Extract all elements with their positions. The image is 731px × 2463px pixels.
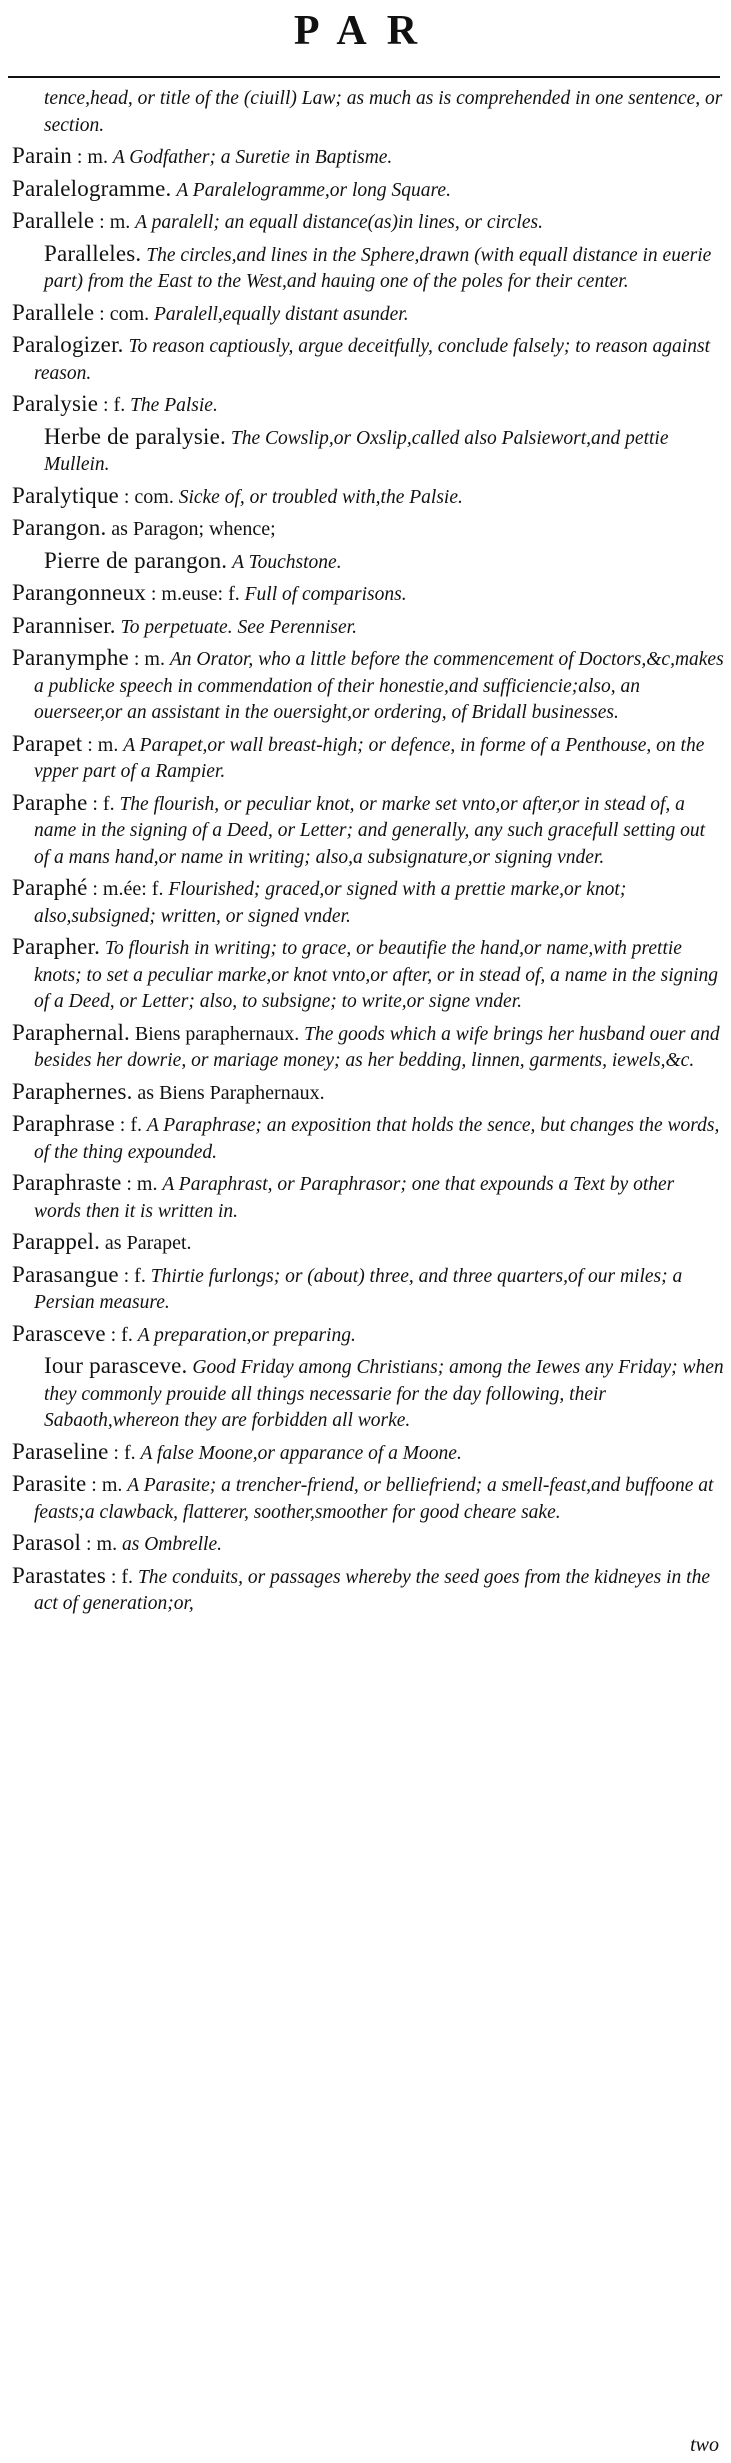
- entry-definition: The Cowslip,or Oxslip,called also Palsiewort,and pettie Mullein.: [44, 427, 669, 475]
- entry-headword: Herbe de paralysie.: [44, 423, 226, 449]
- head-rule: [8, 76, 720, 78]
- entry-grammar: : f.: [102, 394, 126, 416]
- entry-grammar: : f.: [113, 1441, 136, 1464]
- entry-headword: Paranymphe: [12, 645, 129, 670]
- entry-grammar: as Biens Paraphernaux.: [137, 1081, 325, 1104]
- entry-headword: Parapher.: [12, 934, 101, 959]
- entry-definition: To reason captiously, argue deceitfully, conclude falsely; to reason against reason.: [34, 336, 710, 384]
- entry-headword: Parastates: [12, 1562, 106, 1588]
- entry-definition: A Parapet,or wall breast-high; or defence, in forme of a Penthouse, on the vpper part of a Rampier.: [34, 734, 705, 782]
- entry-definition: A Touchstone.: [232, 551, 342, 573]
- dictionary-entry: [12, 515, 724, 544]
- entry-headword: Iour parasceve.: [44, 1353, 188, 1378]
- entry-definition: Paralell,equally distant asunder.: [154, 303, 409, 325]
- entry-definition: A Paraphrase; an exposition that holds the sence, but changes the words, of the thing expounded.: [34, 1115, 720, 1163]
- entry-grammar: : m.: [99, 211, 131, 233]
- dictionary-entry: [12, 613, 724, 642]
- entry-grammar: as Paragon; whence;: [111, 518, 276, 540]
- entry-definition: To perpetuate. See Perenniser.: [120, 616, 357, 638]
- entry-definition: To flourish in writing; to grace, or beautifie the hand,or name,with prettie knots; to set a peculiar marke,or knot vnto,or after, or in stead of, a name in the signing of a Deed, or Letter; also, to subsigne; to write,or signe vnder.: [34, 938, 719, 1012]
- entry-definition: A Paralelogramme,or long Square.: [176, 179, 451, 201]
- dictionary-entry: [12, 1229, 724, 1258]
- dictionary-entry: [12, 391, 724, 420]
- entry-definition: A false Moone,or apparance of a Moone.: [140, 1442, 462, 1464]
- dictionary-entry: [12, 176, 724, 205]
- dictionary-entry: [22, 84, 724, 139]
- dictionary-entry: [12, 1439, 724, 1468]
- entry-definition: The goods which a wife brings her husband ouer and besides her dowrie, or mariage money; as her bedding, linnen, garments, iewels,&c.: [34, 1023, 720, 1071]
- dictionary-entry: [12, 1563, 724, 1618]
- dictionary-entry: [12, 1530, 724, 1559]
- entry-headword: Parain: [12, 143, 72, 168]
- entry-grammar: : m.: [91, 1474, 123, 1496]
- dictionary-entry: [12, 1262, 724, 1317]
- dictionary-entry: [12, 790, 724, 872]
- dictionary-entry: [12, 875, 724, 930]
- entry-grammar: : f.: [123, 1264, 146, 1287]
- dictionary-entry: [12, 1020, 724, 1075]
- entry-grammar: : f.: [110, 1565, 134, 1588]
- dictionary-entry: [12, 208, 724, 237]
- entry-definition: Good Friday among Christians; among the Iewes any Friday; when they commonly prouide all things necessarie for the day following, their Sabaoth,whereon they are forbidden all worke.: [44, 1357, 724, 1431]
- dictionary-entry: [12, 1170, 724, 1225]
- dictionary-entry: [12, 645, 724, 727]
- entry-headword: Parapet: [12, 730, 83, 756]
- entry-grammar: : f.: [119, 1114, 142, 1136]
- dictionary-entry: [12, 1111, 724, 1166]
- entry-headword: Paraphe: [12, 789, 88, 815]
- dictionary-entry: [22, 241, 724, 296]
- entry-grammar: : m.: [85, 1533, 118, 1555]
- entry-headword: Paraphernal.: [12, 1019, 130, 1045]
- entry-grammar: : f.: [110, 1323, 133, 1346]
- entry-definition: Flourished; graced,or signed with a prettie marke,or knot; also,subsigned; written, or signed vnder.: [34, 879, 627, 927]
- entry-grammar: : m.euse: f.: [150, 583, 240, 605]
- entry-headword: Parasangue: [12, 1261, 119, 1287]
- entry-definition: Sicke of, or troubled with,the Palsie.: [178, 486, 463, 508]
- entry-definition: A Godfather; a Suretie in Baptisme.: [112, 147, 393, 168]
- dictionary-entry: [12, 1321, 724, 1350]
- entry-definition: Full of comparisons.: [244, 584, 407, 605]
- entry-headword: Paraphrase: [12, 1111, 115, 1136]
- dictionary-entry: [12, 143, 724, 172]
- dictionary-entry: [12, 1079, 724, 1108]
- entry-headword: Paraphé: [12, 875, 88, 900]
- entry-definition: A Paraphrast, or Paraphrasor; one that expounds a Text by other words then it is written in.: [34, 1174, 675, 1222]
- entry-headword: Paralogizer.: [12, 332, 124, 357]
- entry-grammar: as Parapet.: [104, 1232, 192, 1254]
- entry-definition: Thirtie furlongs; or (about) three, and three quarters,of our miles; a Persian measure.: [34, 1265, 683, 1313]
- entry-headword: Paralleles.: [44, 240, 142, 266]
- entry-headword: Parangonneux: [12, 580, 146, 605]
- entry-definition: The circles,and lines in the Sphere,drawn (with equall distance in euerie part) from the East to the West,and hauing one of the poles for their center.: [44, 244, 712, 292]
- dictionary-entry: [12, 1471, 724, 1526]
- catchword: two: [690, 2434, 719, 2456]
- entry-headword: Parallele: [12, 299, 95, 325]
- entry-headword: Paraphernes.: [12, 1078, 133, 1104]
- entry-definition: A Parasite; a trencher-friend, or belliefriend; a smell-feast,and buffoone at feasts;a clawback, flatterer, soother,smoother for good cheare sake.: [34, 1475, 714, 1523]
- entry-headword: Parasceve: [12, 1320, 106, 1346]
- entry-definition: A paralell; an equall distance(as)in lines, or circles.: [135, 212, 543, 233]
- dictionary-entry: [12, 483, 724, 512]
- entry-definition: An Orator, who a little before the commencement of Doctors,&c,makes a publicke speech in commendation of their honestie,and sufficiencie;also, an ouerseer,or an assistant in the ouersight,or ordering, of Bridall businesses.: [34, 649, 724, 723]
- entry-definition: A preparation,or preparing.: [137, 1324, 356, 1346]
- dictionary-entry: [22, 548, 724, 577]
- entry-definition: The conduits, or passages whereby the seed goes from the kidneyes in the act of generation;or,: [34, 1566, 711, 1614]
- entry-headword: Parallele: [12, 208, 95, 233]
- entry-grammar: : m.: [87, 733, 119, 756]
- entry-grammar: : m.ée: f.: [92, 878, 164, 900]
- dictionary-entry: [22, 424, 724, 479]
- entry-grammar: Biens paraphernaux.: [134, 1022, 300, 1045]
- dictionary-entry: [12, 300, 724, 329]
- entry-grammar: : m.: [76, 146, 108, 168]
- entry-headword: Parasol: [12, 1530, 82, 1555]
- entry-grammar: : com.: [123, 485, 174, 508]
- dictionary-entry: [12, 731, 724, 786]
- dictionary-entry: [12, 580, 724, 609]
- dictionary-entry: [12, 934, 724, 1016]
- entry-grammar: : com.: [99, 302, 150, 325]
- entry-headword: Parappel.: [12, 1229, 101, 1254]
- dictionary-entry: [12, 332, 724, 387]
- entry-definition: as Ombrelle.: [121, 1534, 222, 1555]
- entry-definition: tence,head, or title of the (ciuill) Law; as much as is comprehended in one sentence, or section.: [44, 88, 723, 136]
- entry-grammar: : f.: [92, 792, 115, 815]
- entry-headword: Paralytique: [12, 482, 119, 508]
- entry-definition: The flourish, or peculiar knot, or marke set vnto,or after,or in stead of, a name in the signing of a Deed, or Letter; and generally, any such gracefull setting out of a mans hand,or name in writing; also,a subsignature,or signing vnder.: [34, 793, 706, 868]
- entry-list: [12, 84, 724, 1622]
- entry-headword: Paralysie: [12, 391, 99, 416]
- entry-headword: Parasite: [12, 1471, 87, 1496]
- entry-grammar: : m.: [126, 1173, 158, 1195]
- entry-headword: Pierre de parangon.: [44, 547, 228, 573]
- entry-headword: Paraseline: [12, 1438, 109, 1464]
- entry-headword: Paralelogramme.: [12, 175, 172, 201]
- dictionary-entry: [22, 1353, 724, 1435]
- running-head: PAR: [293, 8, 438, 54]
- entry-grammar: : m.: [133, 648, 165, 670]
- entry-headword: Parangon.: [12, 515, 107, 540]
- entry-headword: Paranniser.: [12, 612, 116, 638]
- entry-headword: Paraphraste: [12, 1170, 122, 1195]
- entry-definition: The Palsie.: [130, 395, 218, 416]
